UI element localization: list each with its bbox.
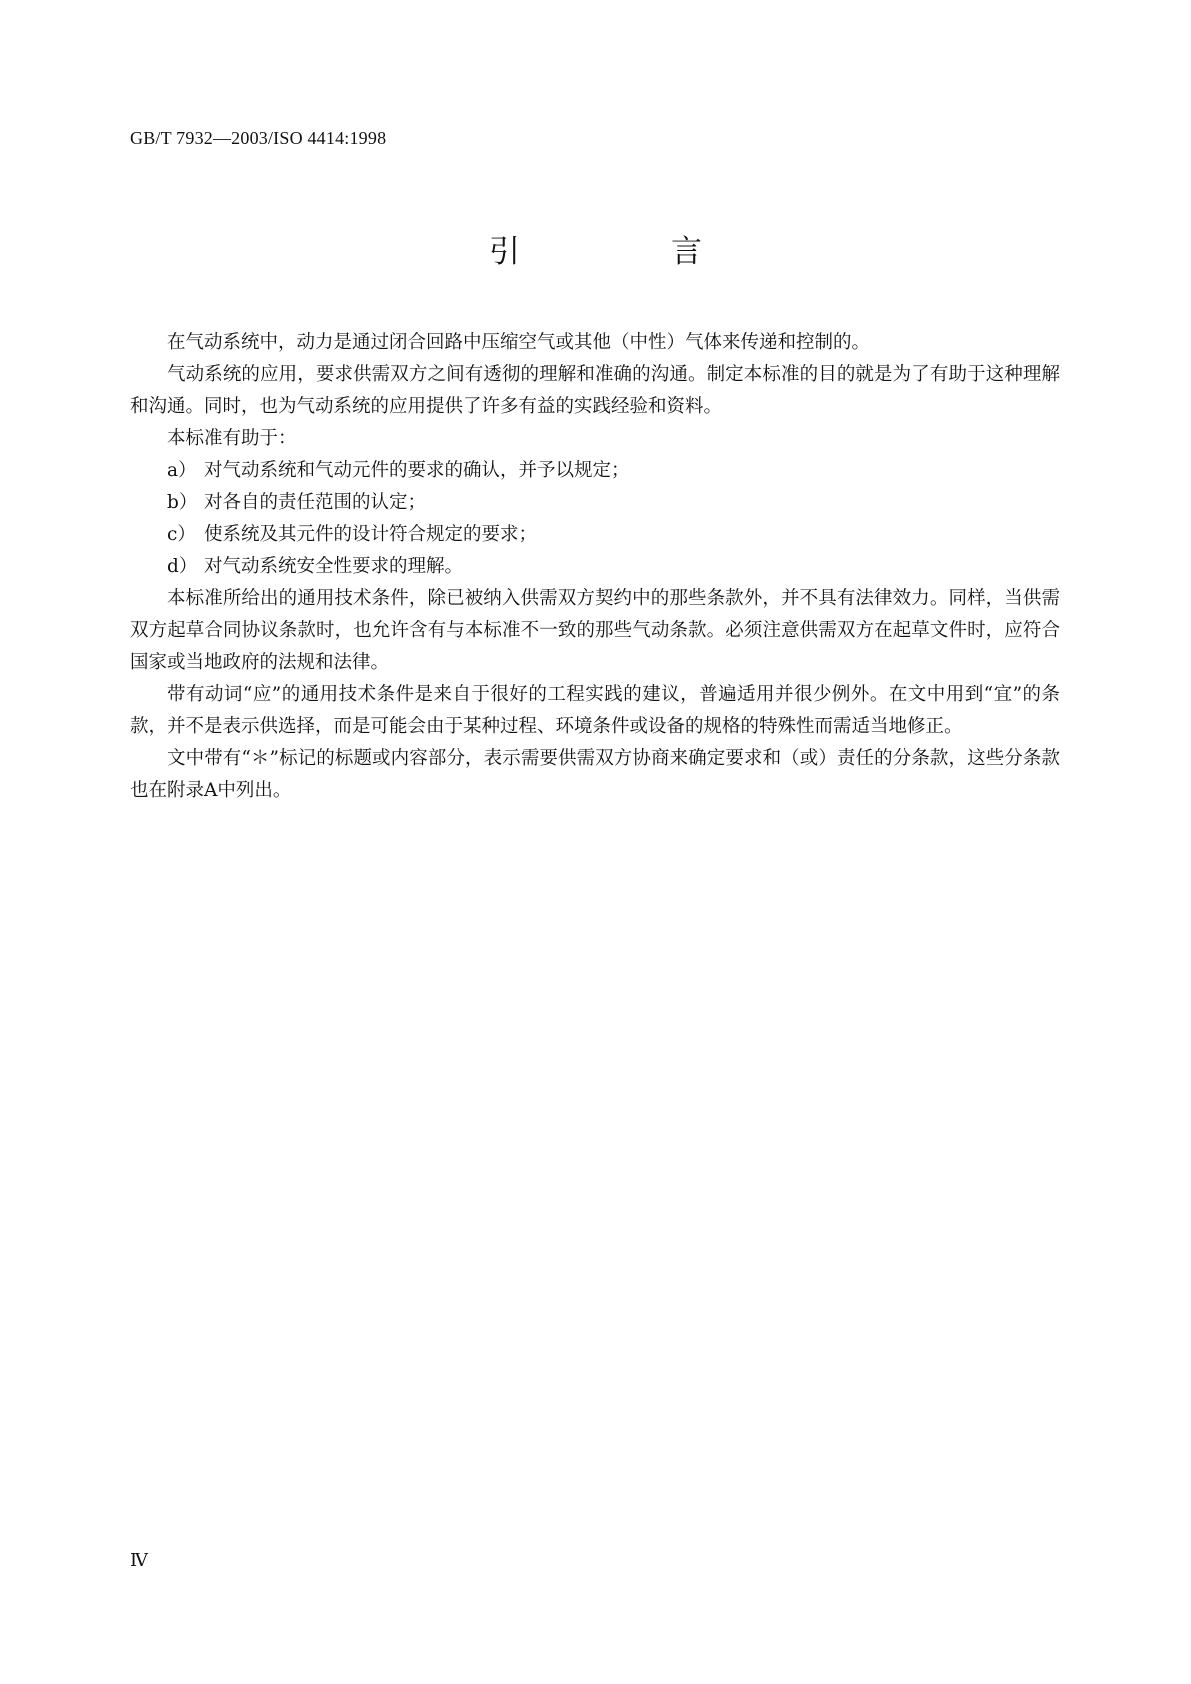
paragraph-intro: 在气动系统中，动力是通过闭合回路中压缩空气或其他（中性）气体来传递和控制的。 [167, 332, 871, 353]
list-item-text: 对气动系统安全性要求的理解。 [204, 556, 464, 577]
standard-code: GB/T 7932—2003/ISO 4414:1998 [130, 128, 387, 148]
list-marker: a） [167, 460, 197, 481]
list-marker: b） [167, 492, 198, 513]
paragraph-asterisk: 文中带有“＊”标记的标题或内容部分，表示需要供需双方协商来确定要求和（或）责任的分条款，这些分条款也在附录A中列出。 [130, 748, 1060, 801]
list-item [130, 551, 1060, 583]
page-number: Ⅳ [130, 1550, 148, 1570]
paragraph-verbs: 带有动词“应”的通用技术条件是来自于很好的工程实践的建议，普遍适用并很少例外。在文中用到“宜”的条款，并不是表示供选择，而是可能会由于某种过程、环境条件或设备的规格的特殊性而需适当地修正。 [130, 684, 1060, 737]
list-marker: d） [167, 556, 198, 577]
document-body [130, 327, 1060, 807]
paragraph-helps: 本标准有助于： [167, 428, 297, 449]
list-item-text: 对各自的责任范围的认定； [204, 492, 427, 513]
list-item [130, 519, 1060, 551]
list-item [130, 455, 1060, 487]
page-title: 引 言 [489, 234, 762, 270]
list-item-text: 使系统及其元件的设计符合规定的要求； [204, 524, 538, 545]
paragraph-legal-effect: 本标准所给出的通用技术条件，除已被纳入供需双方契约中的那些条款外，并不具有法律效力。同样，当供需双方起草合同协议条款时，也允许含有与本标准不一致的那些气动条款。必须注意供需双方在起草文件时，应符合国家或当地政府的法规和法律。 [130, 588, 1060, 673]
list-item [130, 487, 1060, 519]
list-marker: c） [167, 524, 196, 545]
list-item-text: 对气动系统和气动元件的要求的确认，并予以规定； [204, 460, 630, 481]
paragraph-application: 气动系统的应用，要求供需双方之间有透彻的理解和准确的沟通。制定本标准的目的就是为了有助于这种理解和沟通。同时，也为气动系统的应用提供了许多有益的实践经验和资料。 [130, 364, 1060, 417]
